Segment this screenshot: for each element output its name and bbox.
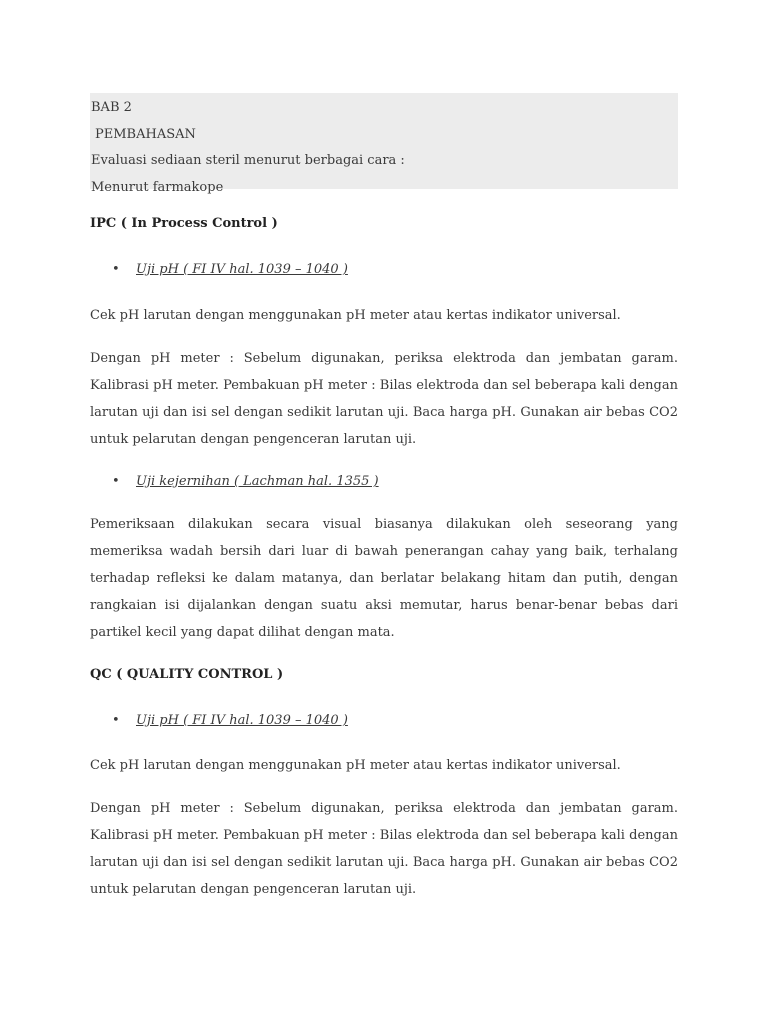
- chapter-subtitle: Evaluasi sediaan steril menurut berbagai cara :: [91, 153, 405, 168]
- uji-ph-link[interactable]: Uji pH ( FI IV hal. 1039 – 1040 ): [136, 262, 348, 277]
- list-item: [90, 711, 678, 731]
- chapter-header-box: [90, 93, 678, 195]
- qc-heading: QC ( QUALITY CONTROL ): [90, 667, 284, 682]
- chapter-subheading: Menurut farmakope: [91, 179, 224, 195]
- bullet-icon: •: [112, 713, 120, 728]
- bullet-icon: •: [112, 474, 120, 489]
- uji-ph-link[interactable]: Uji pH ( FI IV hal. 1039 – 1040 ): [136, 713, 348, 728]
- paragraph: Cek pH larutan dengan menggunakan pH meter atau kertas indikator universal.: [90, 308, 621, 323]
- list-item: [90, 260, 678, 280]
- document-page: [90, 93, 678, 903]
- bullet-icon: •: [112, 262, 120, 277]
- chapter-number: BAB 2: [91, 100, 132, 115]
- paragraph: Pemeriksaan dilakukan secara visual biasanya dilakukan oleh seseorang yang memeriksa wadah bersih dari luar di bawah penerangan cahay yang baik, terhalang terhadap refleksi ke dalam matanya, dan berlatar belakang hitam dan putih, dengan rangkaian isi dijalankan dengan suatu aksi memutar, harus benar-benar bebas dari partikel kecil yang dapat dilihat dengan mata.: [90, 517, 678, 640]
- paragraph: Dengan pH meter : Sebelum digunakan, periksa elektroda dan jembatan garam. Kalibrasi pH meter. Pembakuan pH meter : Bilas elektroda dan sel beberapa kali dengan larutan uji dan isi sel dengan sedikit larutan uji. Baca harga pH. Gunakan air bebas CO2 untuk pelarutan dengan pengenceran larutan uji.: [90, 801, 678, 897]
- ipc-heading: IPC ( In Process Control ): [90, 216, 278, 231]
- paragraph: Cek pH larutan dengan menggunakan pH meter atau kertas indikator universal.: [90, 758, 621, 773]
- paragraph: Dengan pH meter : Sebelum digunakan, periksa elektroda dan jembatan garam. Kalibrasi pH meter. Pembakuan pH meter : Bilas elektroda dan sel beberapa kali dengan larutan uji dan isi sel dengan sedikit larutan uji. Baca harga pH. Gunakan air bebas CO2 untuk pelarutan dengan pengenceran larutan uji.: [90, 351, 678, 447]
- chapter-title: PEMBAHASAN: [95, 126, 196, 142]
- uji-kejernihan-link[interactable]: Uji kejernihan ( Lachman hal. 1355 ): [136, 474, 379, 489]
- list-item: [90, 472, 678, 492]
